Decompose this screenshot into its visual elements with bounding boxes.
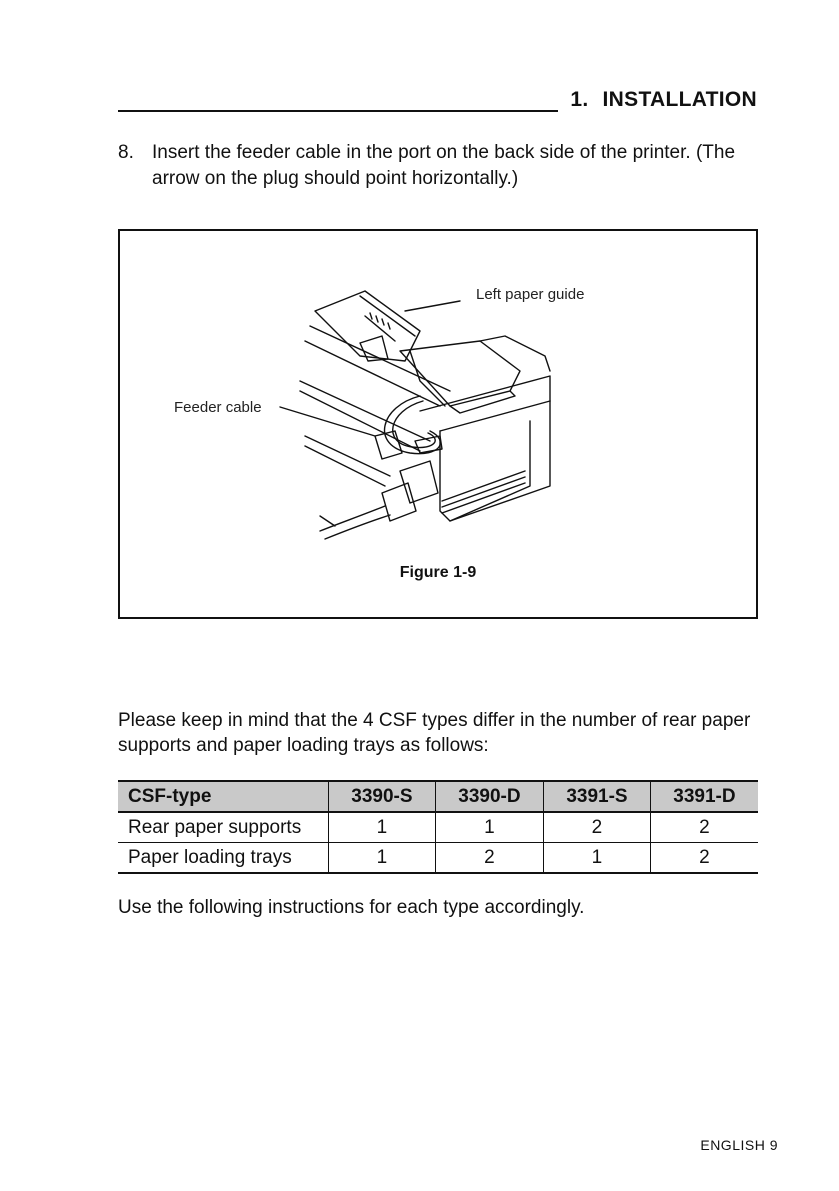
callout-left-paper-guide: Left paper guide xyxy=(476,286,585,303)
step-number: 8. xyxy=(118,142,134,163)
table-cell: 2 xyxy=(650,843,758,874)
figure-caption: Figure 1-9 xyxy=(399,564,477,581)
closing-text: Use the following instructions for each type accordingly. xyxy=(118,897,585,918)
step-8 xyxy=(118,140,768,192)
header-3391-d: 3391-D xyxy=(650,781,758,812)
table-cell: 1 xyxy=(435,812,543,843)
section-title xyxy=(570,88,757,112)
section-title-text: INSTALLATION xyxy=(602,88,757,111)
header-rule xyxy=(118,110,558,112)
callout-feeder-cable: Feeder cable xyxy=(174,399,262,416)
table-cell: 2 xyxy=(544,812,651,843)
table-cell: 2 xyxy=(650,812,758,843)
header-3390-d: 3390-D xyxy=(435,781,543,812)
section-number: 1. xyxy=(570,88,589,111)
row-label: Rear paper supports xyxy=(118,812,329,843)
header-3390-s: 3390-S xyxy=(329,781,436,812)
table-cell: 1 xyxy=(329,812,436,843)
csf-type-table xyxy=(118,780,758,874)
step-text: Insert the feeder cable in the port on the back side of the printer. (The arrow on the plug should point horizontally.) xyxy=(152,142,736,189)
printer-feeder-illustration xyxy=(120,231,756,617)
header-csf-type: CSF-type xyxy=(118,781,329,812)
table-row xyxy=(118,812,758,843)
intro-paragraph: Please keep in mind that the 4 CSF types differ in the number of rear paper supports and paper loading trays as follows: xyxy=(118,710,751,756)
table-header-row xyxy=(118,781,758,812)
table-cell: 2 xyxy=(435,843,543,874)
header-3391-s: 3391-S xyxy=(544,781,651,812)
table-cell: 1 xyxy=(544,843,651,874)
row-label: Paper loading trays xyxy=(118,843,329,874)
table-cell: 1 xyxy=(329,843,436,874)
figure-1-9 xyxy=(118,229,758,619)
page-footer: ENGLISH 9 xyxy=(700,1137,778,1153)
table-row xyxy=(118,843,758,874)
